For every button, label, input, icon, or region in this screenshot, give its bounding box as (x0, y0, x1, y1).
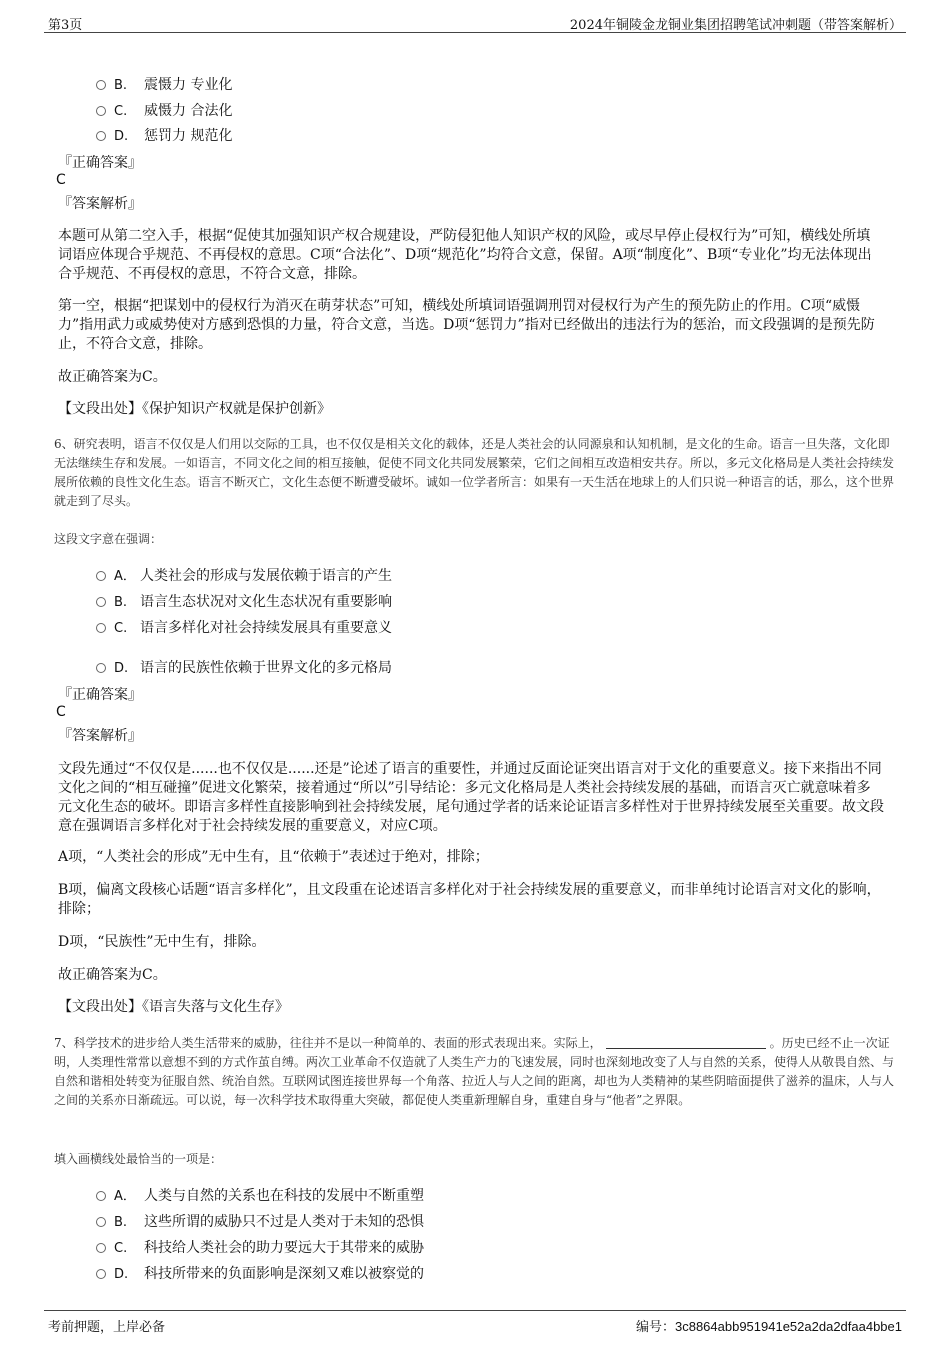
q5-answer-label: 『正确答案』 (58, 155, 142, 171)
radio-icon[interactable] (96, 1217, 106, 1227)
radio-icon[interactable] (96, 1191, 106, 1201)
q5-analysis-paragraph: 第一空，根据“把谋划中的侵权行为消灭在萌芽状态”可知，横线处所填词语强调刑罚对侵权行为产生的预先防止的作用。C项“威慑力”指用武力或威势使对方感到恐惧的力量，符合文意，当选。D项“惩罚力”指对已经做出的违法行为的惩治，而文段强调的是预先防止，不符合文意，排除。 (58, 298, 875, 352)
footer-slogan: 考前押题，上岸必备 (48, 1320, 166, 1335)
q5-answer: C (56, 172, 66, 188)
q5-conclusion: 故正确答案为C。 (58, 369, 167, 385)
page-footer (44, 1310, 906, 1335)
q6-conclusion: 故正确答案为C。 (58, 967, 167, 983)
q7-option-c[interactable]: C. 科技给人类社会的助力要远大于其带来的威胁 (96, 1237, 424, 1257)
radio-icon[interactable] (96, 1243, 106, 1253)
q7-prompt: 填入画横线处最恰当的一项是： (54, 1152, 223, 1166)
radio-icon[interactable] (96, 131, 106, 141)
q6-stem: 6、研究表明，语言不仅仅是人们用以交际的工具，也不仅仅是相关文化的载体，还是人类社会的认同源泉和认知机制，是文化的生命。语言一旦失落，文化即无法继续生存和发展。一如语言，不同文化之间的相互接触，促使不同文化共同发展繁荣，它们之间相互改造相安共存。所以，多元文化格局是人类社会持续发展所依赖的良性文化生态。语言不断灭亡，文化生态便不断遭受破坏。诚如一位学者所言：如果有一天生活在地球上的人们只说一种语言的话，那么，这个世界就走到了尽头。 (54, 437, 895, 508)
radio-icon[interactable] (96, 663, 106, 673)
document-title: 2024年铜陵金龙铜业集团招聘笔试冲刺题（带答案解析） (569, 18, 902, 33)
radio-icon[interactable] (96, 571, 106, 581)
q6-option-c[interactable]: C. 语言多样化对社会持续发展具有重要意义 (96, 617, 392, 637)
q6-option-a[interactable]: A． 人类社会的形成与发展依赖于语言的产生 (96, 565, 392, 585)
q5-analysis-paragraph: 本题可从第二空入手，根据“促使其加强知识产权合规建设，严防侵犯他人知识产权的风险，或尽早停止侵权行为”可知，横线处所填词语应体现合乎规范、不再侵权的意思。C项“合法化”、D项“规范化”均符合文意，保留。A项“制度化”、B项“专业化”均无法体现出合乎规范、不再侵权的意思，不符合文意，排除。 (58, 228, 872, 282)
q6-analysis-paragraph: 文段先通过“不仅仅是......也不仅仅是......还是”论述了语言的重要性，并通过反面论证突出语言对于文化的重要意义。接下来指出不同文化之间的“相互碰撞”促进文化繁荣，接着通过“所以”引导结论：多元文化格局是人类社会持续发展的基础，而语言灭亡就意味着多元文化生态的破坏。即语言多样性直接影响到社会持续发展，尾句通过学者的话来论证语言多样性对于世界持续发展至关重要。故文段意在强调语言多样化对于社会持续发展的重要意义，对应C项。 (58, 761, 884, 834)
q5-analysis-label: 『答案解析』 (58, 196, 142, 212)
q5-option-b[interactable]: B. 震慑力 专业化 (96, 74, 232, 94)
fill-in-blank (606, 1036, 766, 1049)
radio-icon[interactable] (96, 597, 106, 607)
q7-stem: 7、科学技术的进步给人类生活带来的威胁，往往并不是以一种简单的、表面的形式表现出来。实际上， 。历史已经不止一次证明，人类理性常常以意想不到的方式作茧自缚。两次工业革命不仅造就了人类生产力的飞速发展，同时也深刻地改变了人与自然的关系，使得人从敬畏自然、与自然和谐相处转变为征服自然、统治自然。互联网试图连接世界每一个角落、拉近人与人之间的距离，却也为人类精神的某些阴暗面提供了滋养的温床，人与人之间的关系亦日渐疏远。可以说，每一次科学技术取得重大突破，都促使人类重新理解自身，重建自身与“他者”之界限。 (54, 1036, 895, 1107)
q6-analysis-paragraph: A项，“人类社会的形成”无中生有，且“依赖于”表述过于绝对，排除； (58, 849, 489, 865)
q5-option-c[interactable]: C. 威慑力 合法化 (96, 100, 232, 120)
q7-option-d[interactable]: D. 科技所带来的负面影响是深刻又难以被察觉的 (96, 1263, 424, 1283)
q7-option-a[interactable]: A． 人类与自然的关系也在科技的发展中不断重塑 (96, 1185, 424, 1205)
q6-analysis-paragraph: D项，“民族性”无中生有，排除。 (58, 934, 266, 950)
q5-option-d[interactable]: D. 惩罚力 规范化 (96, 125, 232, 145)
q6-source: 【文段出处】《语言失落与文化生存》 (58, 999, 289, 1015)
radio-icon[interactable] (96, 80, 106, 90)
document-code: 编号：3c8864abb951941e52a2da2dfaa4bbe1 (635, 1319, 902, 1335)
q6-option-d[interactable]: D. 语言的民族性依赖于世界文化的多元格局 (96, 657, 392, 677)
radio-icon[interactable] (96, 1269, 106, 1279)
radio-icon[interactable] (96, 623, 106, 633)
page-number: 第3页 (48, 18, 83, 33)
q6-answer: C (56, 704, 66, 720)
page-header (44, 12, 906, 33)
radio-icon[interactable] (96, 106, 106, 116)
q7-option-b[interactable]: B. 这些所谓的威胁只不过是人类对于未知的恐惧 (96, 1211, 424, 1231)
q6-option-b[interactable]: B. 语言生态状况对文化生态状况有重要影响 (96, 591, 392, 611)
q6-analysis-label: 『答案解析』 (58, 728, 142, 744)
q6-answer-label: 『正确答案』 (58, 687, 142, 703)
q6-analysis-paragraph: B项，偏离文段核心话题“语言多样化”，且文段重在论述语言多样化对于社会持续发展的重要意义，而非单纯讨论语言对文化的影响，排除； (58, 882, 881, 917)
q6-prompt: 这段文字意在强调： (54, 532, 163, 546)
q5-source: 【文段出处】《保护知识产权就是保护创新》 (58, 401, 331, 417)
